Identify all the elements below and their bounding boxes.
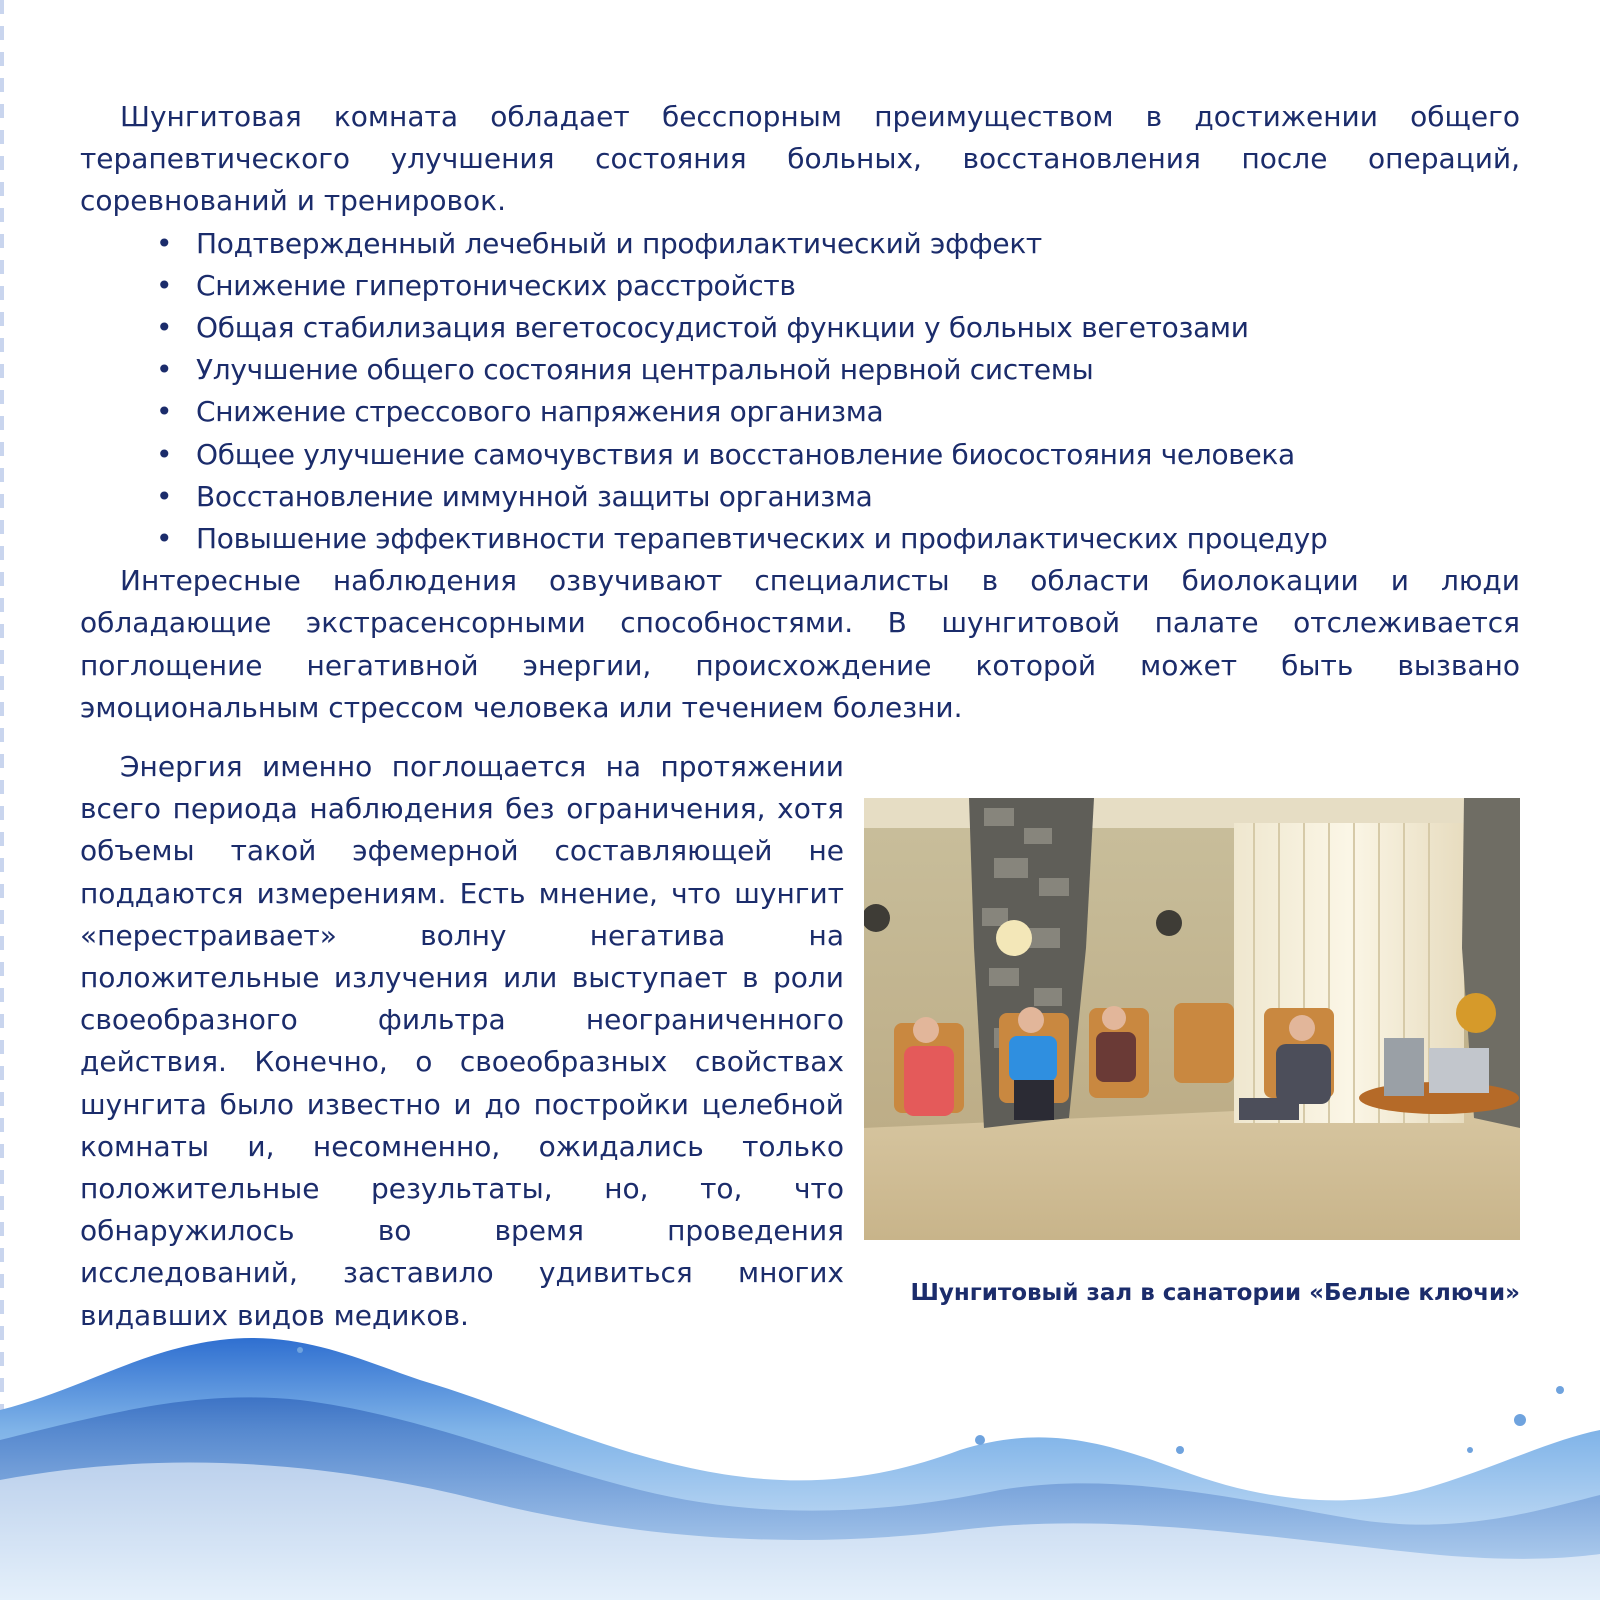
bullet-icon: • bbox=[156, 226, 173, 260]
list-item-text: Общая стабилизация вегетососудистой функции у больных вегетозами bbox=[196, 311, 1249, 345]
list-item bbox=[156, 307, 1520, 349]
list-item bbox=[156, 518, 1520, 560]
benefits-list bbox=[80, 223, 1520, 561]
lower-section bbox=[80, 746, 1520, 1346]
list-item-text: Повышение эффективности терапевтических и профилактических процедур bbox=[196, 522, 1328, 556]
list-item bbox=[156, 223, 1520, 265]
bullet-icon: • bbox=[156, 353, 173, 387]
bullet-icon: • bbox=[156, 479, 173, 513]
list-item bbox=[156, 349, 1520, 391]
shungite-room-photo bbox=[864, 798, 1520, 1240]
list-item-text: Общее улучшение самочувствия и восстановление биосостояния человека bbox=[196, 437, 1295, 471]
list-item-text: Снижение стрессового напряжения организма bbox=[196, 395, 884, 429]
list-item bbox=[156, 434, 1520, 476]
list-item-text: Подтвержденный лечебный и профилактический эффект bbox=[196, 226, 1042, 260]
bullet-icon: • bbox=[156, 395, 173, 429]
list-item bbox=[156, 391, 1520, 433]
energy-paragraph: Энергия именно поглощается на протяжении всего периода наблюдения без ограничения, хотя объемы такой эфемерной составляющей не поддаются измерениям. Есть мнение, что шунгит «перестраивает» волну негатива на положительные излучения или выступает в роли своеобразного фильтра неограниченного действия. Конечно, о своеобразных свойствах шунгита было известно и до постройки целебной комнаты и, несомненно, ожидались только положительные результаты, но, то, что обнаружилось во время проведения исследований, заставило удивиться многих видавших видов медиков. bbox=[80, 750, 844, 1332]
list-item-text: Улучшение общего состояния центральной нервной системы bbox=[196, 353, 1094, 387]
bullet-icon: • bbox=[156, 311, 173, 345]
main-text bbox=[80, 96, 1520, 729]
list-item bbox=[156, 265, 1520, 307]
bullet-icon: • bbox=[156, 268, 173, 302]
photo-caption: Шунгитовый зал в санатории «Белые ключи» bbox=[910, 1280, 1520, 1306]
bullet-icon: • bbox=[156, 437, 173, 471]
list-item bbox=[156, 476, 1520, 518]
observations-paragraph: Интересные наблюдения озвучивают специалисты в области биолокации и люди обладающие экстрасенсорными способностями. В шунгитовой палате отслеживается поглощение негативной энергии, происхождение которой может быть вызвано эмоциональным стрессом человека или течением болезни. bbox=[80, 564, 1520, 724]
intro-paragraph: Шунгитовая комната обладает бесспорным преимуществом в достижении общего терапевтического улучшения состояния больных, восстановления после операций, соревнований и тренировок. bbox=[80, 100, 1520, 218]
bullet-icon: • bbox=[156, 522, 173, 556]
list-item-text: Снижение гипертонических расстройств bbox=[196, 268, 796, 302]
water-splash-decoration bbox=[0, 1330, 1600, 1600]
list-item-text: Восстановление иммунной защиты организма bbox=[196, 479, 873, 513]
